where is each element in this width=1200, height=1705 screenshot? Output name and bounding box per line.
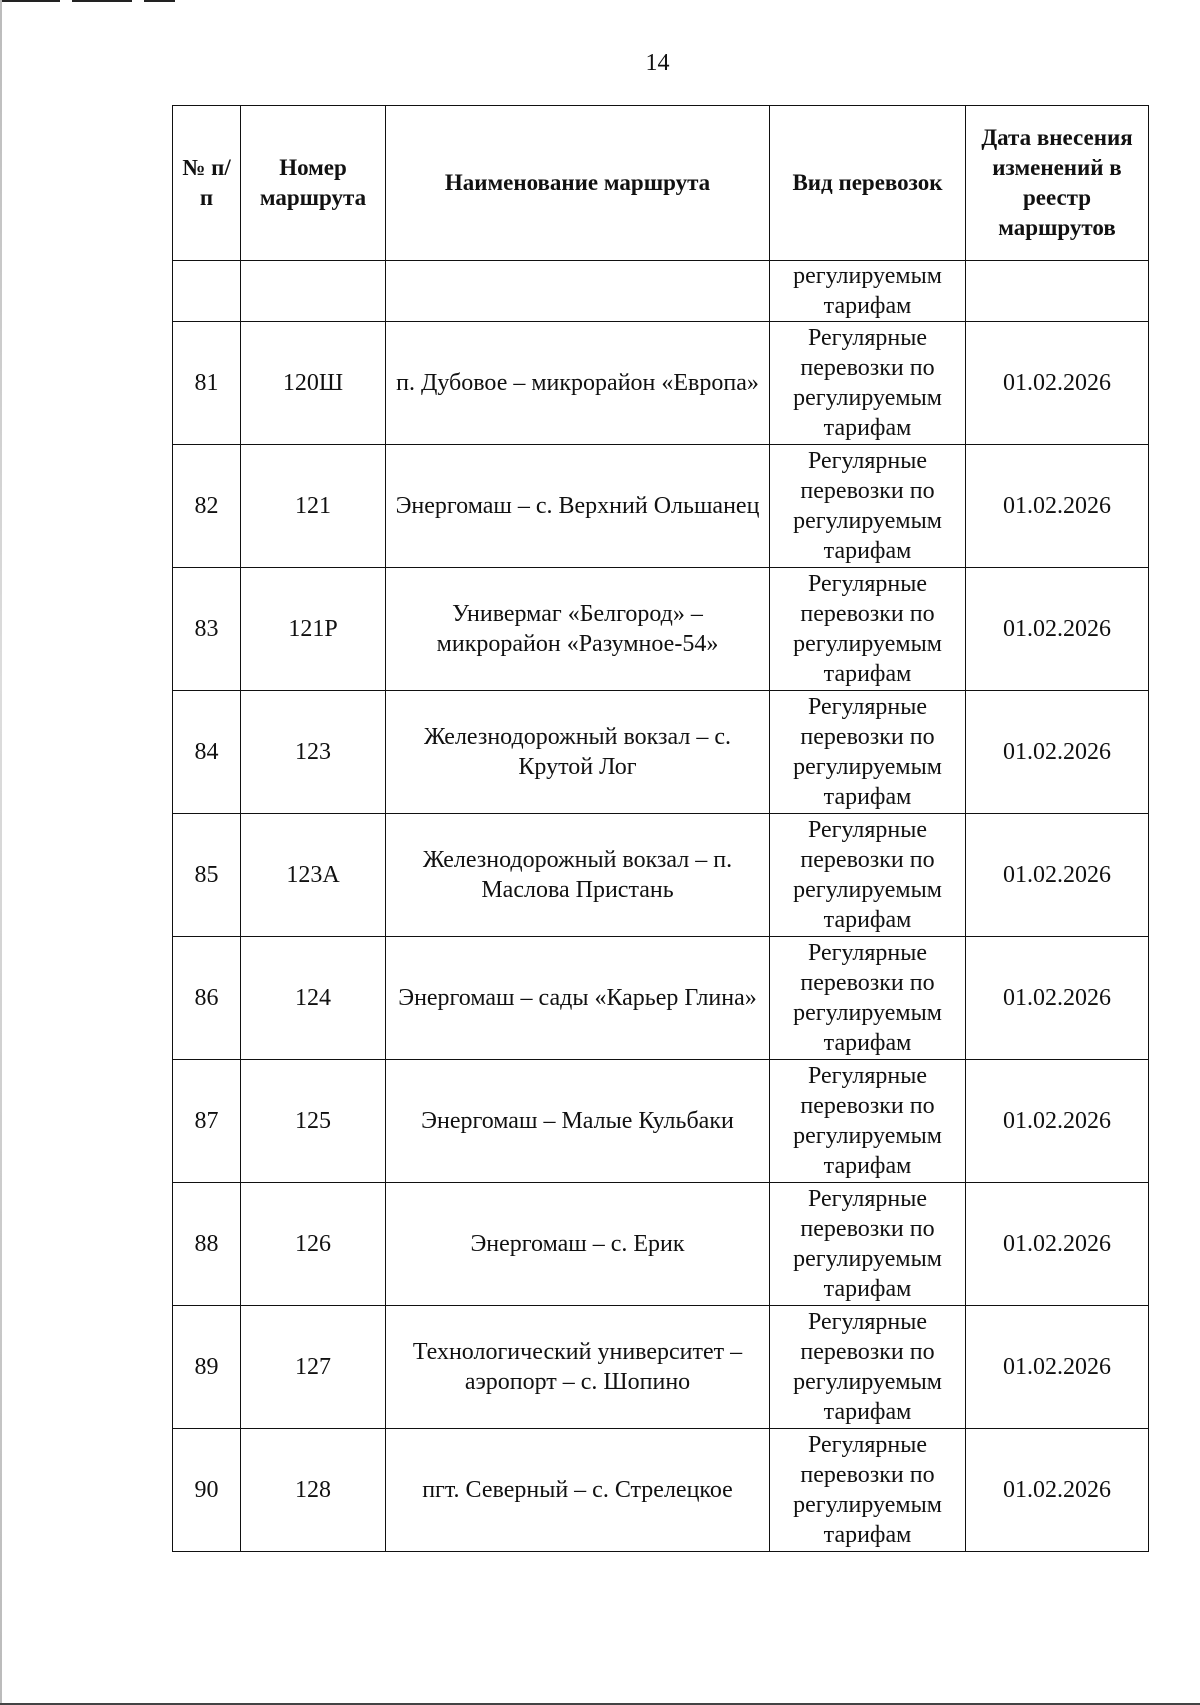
page-number: 14 bbox=[645, 50, 670, 76]
header-transport-kind: Вид перевозок bbox=[770, 106, 966, 261]
cell-transport-kind: Регулярные перевозки по регулируемым тарифам bbox=[770, 322, 966, 445]
cell-date: 01.02.2026 bbox=[966, 1060, 1149, 1183]
table-row bbox=[173, 1060, 1149, 1183]
header-route-number: Номер маршрута bbox=[241, 106, 386, 261]
cell-route-name: Универмаг «Белгород» – микрорайон «Разумное-54» bbox=[386, 568, 770, 691]
cell-route-number: 128 bbox=[241, 1429, 386, 1552]
cell-route-number: 123 bbox=[241, 691, 386, 814]
cell-route-number: 120Ш bbox=[241, 322, 386, 445]
table-row bbox=[173, 445, 1149, 568]
cell-route-number: 125 bbox=[241, 1060, 386, 1183]
cell-date: 01.02.2026 bbox=[966, 445, 1149, 568]
continuation-row bbox=[173, 261, 1149, 322]
cell-transport-kind: Регулярные перевозки по регулируемым тарифам bbox=[770, 1183, 966, 1306]
cell-route-number: 127 bbox=[241, 1306, 386, 1429]
routes-registry-table bbox=[172, 105, 1149, 1552]
table-row bbox=[173, 1183, 1149, 1306]
cell-num: 86 bbox=[173, 937, 241, 1060]
continuation-date-cell bbox=[966, 261, 1149, 322]
scan-edge-top bbox=[0, 0, 175, 2]
cell-transport-kind: Регулярные перевозки по регулируемым тарифам bbox=[770, 1060, 966, 1183]
cell-date: 01.02.2026 bbox=[966, 1306, 1149, 1429]
cell-route-number: 121 bbox=[241, 445, 386, 568]
cell-date: 01.02.2026 bbox=[966, 322, 1149, 445]
cell-num: 83 bbox=[173, 568, 241, 691]
continuation-route-number-cell bbox=[241, 261, 386, 322]
cell-route-number: 121Р bbox=[241, 568, 386, 691]
cell-date: 01.02.2026 bbox=[966, 814, 1149, 937]
table-row bbox=[173, 691, 1149, 814]
table-row bbox=[173, 1306, 1149, 1429]
continuation-transport-kind-cell: регулируемым тарифам bbox=[770, 261, 966, 322]
cell-route-number: 123А bbox=[241, 814, 386, 937]
table-row bbox=[173, 568, 1149, 691]
cell-date: 01.02.2026 bbox=[966, 691, 1149, 814]
table-row bbox=[173, 937, 1149, 1060]
cell-route-number: 124 bbox=[241, 937, 386, 1060]
cell-route-name: Железнодорожный вокзал – с. Крутой Лог bbox=[386, 691, 770, 814]
cell-route-name: пгт. Северный – с. Стрелецкое bbox=[386, 1429, 770, 1552]
cell-num: 88 bbox=[173, 1183, 241, 1306]
scan-edge-left bbox=[0, 0, 2, 1705]
cell-date: 01.02.2026 bbox=[966, 1429, 1149, 1552]
cell-date: 01.02.2026 bbox=[966, 568, 1149, 691]
header-route-name: Наименование маршрута bbox=[386, 106, 770, 261]
header-change-date: Дата внесения изменений в реестр маршрутов bbox=[966, 106, 1149, 261]
cell-transport-kind: Регулярные перевозки по регулируемым тарифам bbox=[770, 1429, 966, 1552]
cell-num: 87 bbox=[173, 1060, 241, 1183]
cell-date: 01.02.2026 bbox=[966, 937, 1149, 1060]
cell-num: 82 bbox=[173, 445, 241, 568]
cell-route-name: Энергомаш – сады «Карьер Глина» bbox=[386, 937, 770, 1060]
continuation-route-name-cell bbox=[386, 261, 770, 322]
cell-transport-kind: Регулярные перевозки по регулируемым тарифам bbox=[770, 691, 966, 814]
cell-num: 85 bbox=[173, 814, 241, 937]
cell-route-name: Энергомаш – Малые Кульбаки bbox=[386, 1060, 770, 1183]
cell-num: 84 bbox=[173, 691, 241, 814]
cell-route-name: Железнодорожный вокзал – п. Маслова Пристань bbox=[386, 814, 770, 937]
cell-num: 89 bbox=[173, 1306, 241, 1429]
cell-transport-kind: Регулярные перевозки по регулируемым тарифам bbox=[770, 445, 966, 568]
cell-transport-kind: Регулярные перевозки по регулируемым тарифам bbox=[770, 568, 966, 691]
cell-num: 90 bbox=[173, 1429, 241, 1552]
cell-transport-kind: Регулярные перевозки по регулируемым тарифам bbox=[770, 937, 966, 1060]
cell-num: 81 bbox=[173, 322, 241, 445]
cell-route-name: Технологический университет – аэропорт – с. Шопино bbox=[386, 1306, 770, 1429]
cell-transport-kind: Регулярные перевозки по регулируемым тарифам bbox=[770, 814, 966, 937]
cell-transport-kind: Регулярные перевозки по регулируемым тарифам bbox=[770, 1306, 966, 1429]
cell-route-name: Энергомаш – с. Ерик bbox=[386, 1183, 770, 1306]
cell-date: 01.02.2026 bbox=[966, 1183, 1149, 1306]
table-body bbox=[173, 261, 1149, 1552]
cell-route-number: 126 bbox=[241, 1183, 386, 1306]
table-header-row bbox=[173, 106, 1149, 261]
table-row bbox=[173, 1429, 1149, 1552]
header-num: № п/п bbox=[173, 106, 241, 261]
cell-route-name: Энергомаш – с. Верхний Ольшанец bbox=[386, 445, 770, 568]
cell-route-name: п. Дубовое – микрорайон «Европа» bbox=[386, 322, 770, 445]
continuation-num-cell bbox=[173, 261, 241, 322]
table-row bbox=[173, 322, 1149, 445]
table-row bbox=[173, 814, 1149, 937]
